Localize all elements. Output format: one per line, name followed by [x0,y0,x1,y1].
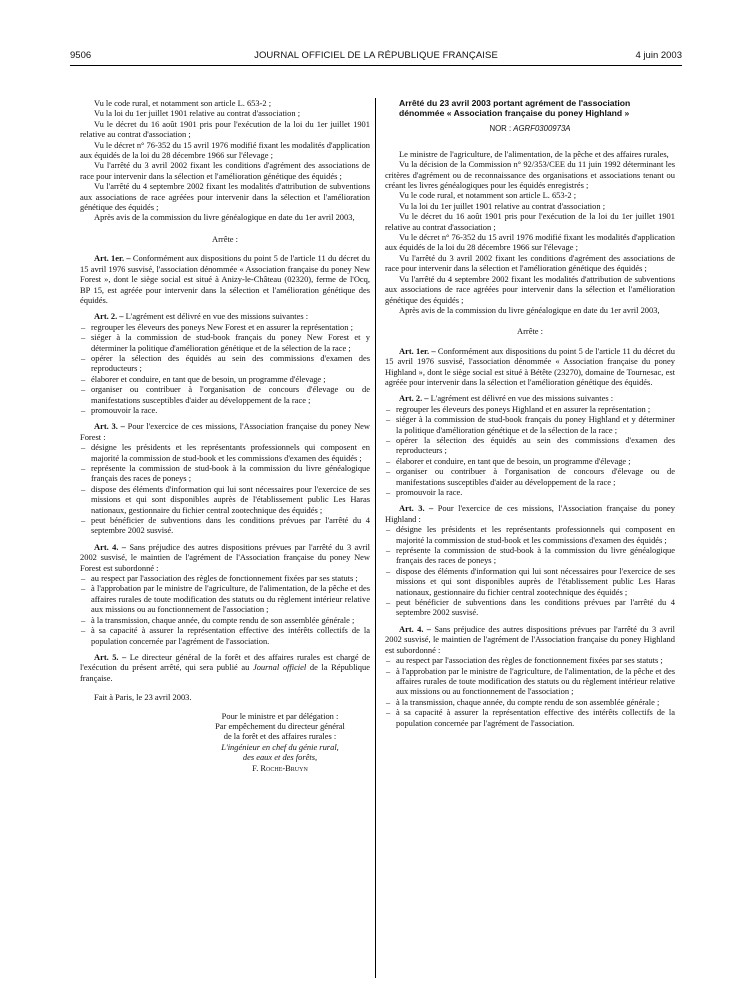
list-item: – à sa capacité à assurer la représentation effective des intérêts collectifs de la population concernée par l'agrément de l'association. [80,625,370,646]
list-item: – représente la commission de stud-book à la commission du livre généalogique français des races de poneys ; [80,463,370,484]
visa: Vu l'arrêté du 3 avril 2002 fixant les conditions d'agrément des associations de race pour intervenir dans la sélection et l'amélioration génétique des équidés ; [80,160,370,181]
article-label: Art. 5. – [94,651,127,662]
list-item: – à la transmission, chaque année, du compte rendu de son assemblée générale ; [80,615,370,625]
right-visas [385,159,675,315]
article-3-list [80,442,370,536]
column-separator [375,98,376,978]
article-2-list [80,322,370,416]
visa: Vu le décret n° 76-352 du 15 avril 1976 modifié fixant les modalités d'application aux équidés de la loi du 28 décembre 1966 sur l'élevage ; [80,139,370,161]
visa: Vu le code rural, et notamment son article L. 653-2 ; [94,98,272,108]
list-item: – dispose des éléments d'information qui lui sont nécessaires pour l'exercice de ses missions et qui sont disponibles auprès de l'établissement public Les Haras nationaux, gestionnaire du fichier central zootechnique des équidés ; [385,566,675,597]
list-item: – désigne les présidents et les représentants professionnels qui composent en majorité la commission de stud-book et les commissions d'examen des équidés ; [385,524,675,545]
article-1 [80,253,370,305]
arrete-heading: Arrête : [516,326,543,337]
list-item: – organiser ou contribuer à l'organisation de concours d'élevage ou de manifestations susceptibles d'aider au développement de la race ; [80,384,370,405]
article-text: Pour l'exercice de ces missions, l'Association française du poney Highland : [385,503,676,524]
visa: Vu le décret n° 76-352 du 15 avril 1976 modifié fixant les modalités d'application aux équidés de la loi du 28 décembre 1966 sur l'élevage ; [385,232,675,253]
arrete-heading: Arrête : [211,233,238,244]
article-2-list [385,404,675,498]
list-item: – au respect par l'association des règles de fonctionnement fixées par ses statuts ; [385,655,675,665]
list-item: – à sa capacité à assurer la représentation effective des intérêts collectifs de la population concernée par l'agrément de l'association. [385,707,675,728]
article-label: Art. 1er. – [399,345,436,356]
article-1 [385,346,675,388]
list-item: – regrouper les éleveurs des poneys New Forest et en assurer la représentation ; [80,322,370,332]
minister-intro: Le ministre de l'agriculture, de l'alimentation, de la pêche et des affaires rurales, [399,148,669,159]
list-item: – peut bénéficier de subventions dans les conditions prévues par l'arrêté du 4 septembre 2002 susvisé. [385,597,675,618]
journal-reference: Journal officiel [252,662,307,673]
list-item: – à l'approbation par le ministre de l'agriculture, de l'alimentation, de la pêche et des affaires rurales de toute modification des statuts ou du règlement intérieur relative aux missions ou au fonctionnement de l'association ; [385,666,675,697]
page-number: 9506 [70,50,92,61]
article-4 [80,542,370,573]
nor-reference: NOR : AGRF0300973A [489,124,571,134]
visa: Vu la décision de la Commission n° 92/353/CEE du 11 juin 1992 déterminant les critères d'agrément ou de reconnaissance des organisations et associations tenant ou créant les livres généalogiques pour les équidés enregistrés ; [385,159,675,191]
list-item: – regrouper les éleveurs des poneys Highland et en assurer la représentation ; [385,404,675,414]
visa: Après avis de la commission du livre généalogique en date du 1er avril 2003, [399,304,660,315]
visa: Vu le code rural, et notamment son article L. 653-2 ; [399,190,577,201]
visa: Après avis de la commission du livre généalogique en date du 1er avril 2003, [94,212,355,223]
article-label: Art. 1er. – [94,253,131,264]
list-item: – à l'approbation par le ministre de l'agriculture, de l'alimentation, de la pêche et des affaires rurales de toute modification des statuts ou du règlement intérieur relative aux missions ou au fonctionnement de l'association ; [80,583,370,614]
list-item: – désigne les présidents et les représentants professionnels qui composent en majorité la commission de stud-book et les commissions d'examen des équidés ; [80,442,370,463]
list-item: – représente la commission de stud-book à la commission du livre généalogique français des races de poneys ; [385,545,675,566]
list-item: – élaborer et conduire, en tant que de besoin, un programme d'élevage ; [80,374,370,384]
list-item: – élaborer et conduire, en tant que de besoin, un programme d'élevage ; [385,456,675,466]
visa: Vu le décret du 16 août 1901 pris pour l'exécution de la loi du 1er juillet 1901 relative au contrat d'association ; [385,211,675,232]
fait-a-paris: Fait à Paris, le 23 avril 2003. [94,692,192,703]
visa: Vu l'arrêté du 3 avril 2002 fixant les conditions d'agrément des associations de race pour intervenir dans la sélection et l'amélioration génétique des équidés ; [385,252,675,274]
article-text: Pour l'exercice de ces missions, l'Association française du poney New Forest : [80,421,371,442]
article-label: Art. 2. – [399,393,429,404]
list-item: – opérer la sélection des équidés au sein des commissions d'examen des reproducteurs ; [80,353,370,374]
article-2 [385,393,675,403]
list-item: – au respect par l'association des règles de fonctionnement fixées par ses statuts ; [80,573,370,583]
list-item: – à la transmission, chaque année, du compte rendu de son assemblée générale ; [385,697,675,707]
article-text: Sans préjudice des autres dispositions prévues par l'arrêté du 3 avril 2002 susvisé, le maintien de l'agrément de l'Association française du poney Highland est subordonné : [385,623,675,655]
article-text: Conformément aux dispositions du point 5 de l'article 11 du décret du 15 avril 1976 susvisé, l'association dénommée « Association française du poney Highland », dont le siège social est situé à Bétête (23270), domaine de Tournesac, est agréée pour intervenir dans la sélection et l'amélioration génétique des équidés. [385,345,675,387]
article-label: Art. 3. – [94,421,125,432]
header-rule [70,65,682,66]
right-column [385,98,675,728]
article-label: Art. 2. – [94,311,124,322]
left-visas [80,98,370,223]
list-item: – promouvoir la race. [385,487,675,497]
page-header [70,50,682,64]
list-item: – dispose des éléments d'information qui lui sont nécessaires pour l'exercice de ses missions et qui sont disponibles auprès de l'établissement public Les Haras nationaux, gestionnaire du fichier central zootechnique des équidés ; [80,484,370,515]
article-4 [385,624,675,655]
article-text: L'agrément est délivré en vue des missions suivantes : [125,311,309,322]
issue-date: 4 juin 2003 [635,50,682,61]
article-text: Sans préjudice des autres dispositions prévues par l'arrêté du 3 avril 2002 susvisé, le maintien de l'agrément de l'Association française du poney New Forest est subordonné : [80,541,370,573]
left-column [80,98,370,773]
article-text: Conformément aux dispositions du point 5 de l'article 11 du décret du 15 avril 1976 susvisé, l'association dénommée « Association française du poney New Forest », dont le siège social est situé à Anizy-le-Château (02320), ferme de l'Ocq, BP 15, est agréée pour intervenir dans la sélection et l'amélioration génétique des équidés. [80,253,370,305]
signature-block: Pour le ministre et par délégation : Par empêchement du directeur général de la forêt et des affaires rurales : L'ingénieur en chef du génie rural, des eaux et des forêts, F. Roche-Bruyn [190,711,370,773]
decree-title: Arrêté du 23 avril 2003 portant agrément de l'association dénommée « Association française du poney Highland » [399,98,631,119]
list-item: – opérer la sélection des équidés au sein des commissions d'examen des reproducteurs ; [385,435,675,456]
visa: Vu l'arrêté du 4 septembre 2002 fixant les modalités d'attribution de subventions aux associations de race agréées pour intervenir dans la sélection et l'amélioration génétique des équidés ; [80,181,370,213]
visa: Vu la loi du 1er juillet 1901 relative au contrat d'association ; [94,108,301,119]
article-4-list [385,655,675,728]
visa: Vu le décret du 16 août 1901 pris pour l'exécution de la loi du 1er juillet 1901 relative au contrat d'association ; [80,118,370,140]
list-item: – siéger à la commission de stud-book français du poney Highland et y déterminer la politique d'amélioration génétique et de la sélection de la race ; [385,414,675,435]
list-item: – organiser ou contribuer à l'organisation de concours d'élevage ou de manifestations susceptibles d'aider au développement de la race ; [385,466,675,487]
article-label: Art. 4. – [94,541,126,552]
article-label: Art. 3. – [399,503,434,514]
signatory-name: F. Roche-Bruyn [252,762,308,773]
article-label: Art. 4. – [399,623,431,634]
article-2 [80,311,370,321]
visa: Vu l'arrêté du 4 septembre 2002 fixant les modalités d'attribution de subventions aux associations de race agréées pour intervenir dans la sélection et l'amélioration génétique des équidés ; [385,273,675,305]
article-3-list [385,524,675,618]
article-text: L'agrément est délivré en vue des missions suivantes : [430,393,614,404]
list-item: – peut bénéficier de subventions dans les conditions prévues par l'arrêté du 4 septembre 2002 susvisé. [80,515,370,536]
visa: Vu la loi du 1er juillet 1901 relative au contrat d'association ; [399,200,606,211]
journal-title: JOURNAL OFFICIEL DE LA RÉPUBLIQUE FRANÇAISE [254,50,498,61]
list-item: – promouvoir la race. [80,405,370,415]
article-5: Art. 5. – Le directeur général de la forêt et des affaires rurales est chargé de l'exécution du présent arrêté, qui sera publié au Journal officiel de la République française. [80,651,370,683]
article-3 [80,421,370,442]
article-3 [385,503,675,524]
list-item: – siéger à la commission de stud-book français du poney New Forest et y déterminer la politique d'amélioration génétique et de la sélection de la race ; [80,332,370,353]
article-4-list [80,573,370,646]
